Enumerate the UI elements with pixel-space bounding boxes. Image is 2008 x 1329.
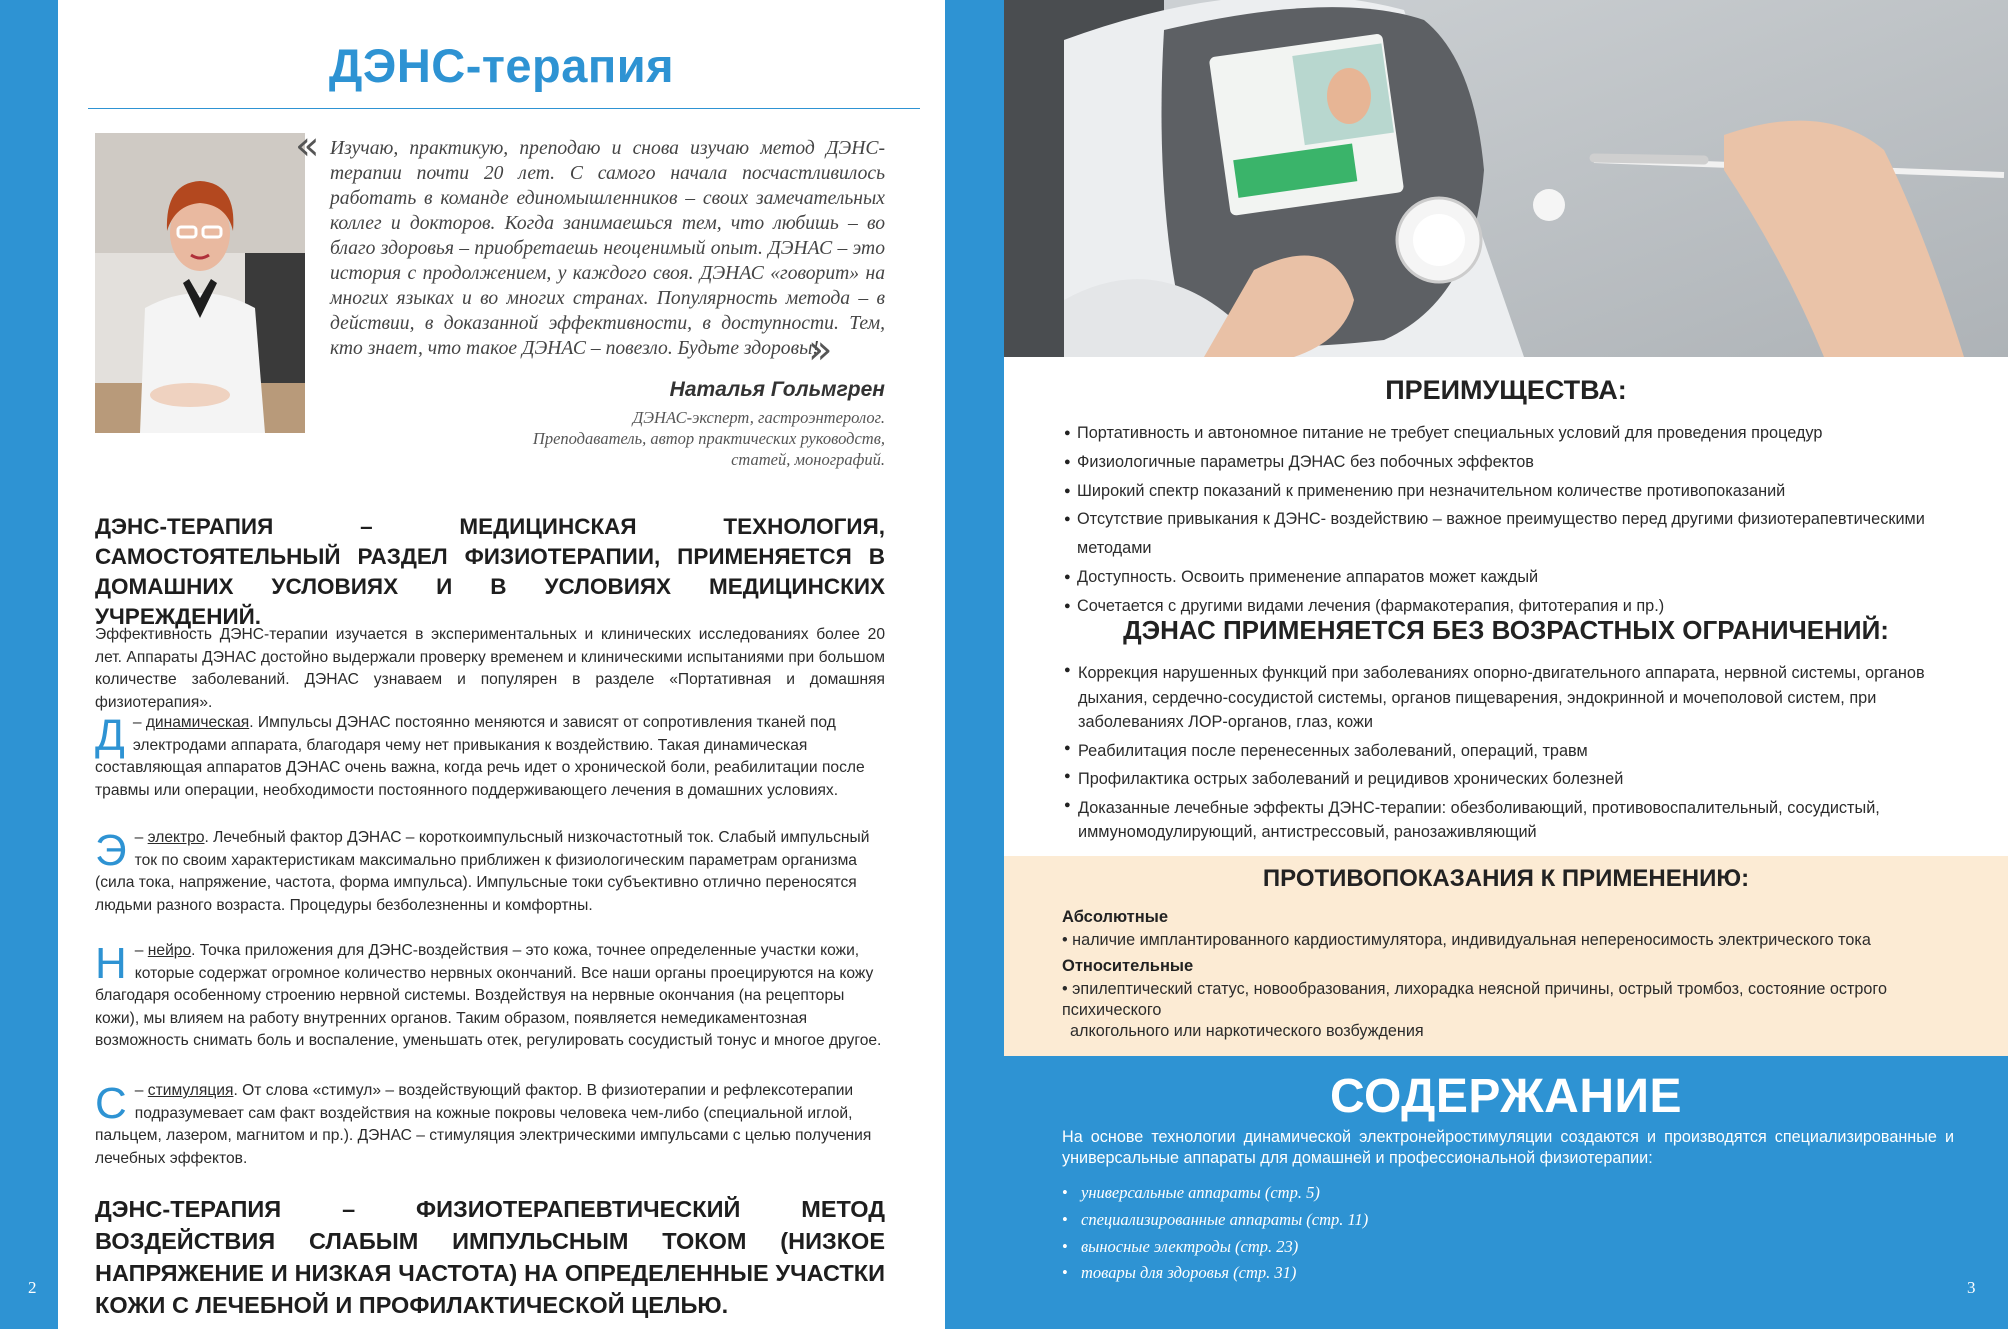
drop-cap: Д	[95, 711, 125, 760]
contraindications-title: ПРОТИВОПОКАЗАНИЯ К ПРИМЕНЕНИЮ:	[1262, 865, 1750, 892]
dash: –	[134, 1082, 148, 1099]
list-item: ● Доступность. Освоить применение аппаратов может каждый	[1064, 563, 1964, 592]
device-photo	[1004, 0, 2008, 357]
keyword: динамическая	[145, 714, 250, 731]
letter-block-s	[95, 1080, 885, 1170]
absolute-label: Абсолютные	[1062, 908, 1168, 926]
contents-list	[1062, 1180, 1954, 1287]
contents-item[interactable]: • универсальные аппараты (стр. 5)	[1062, 1180, 1954, 1207]
relative-label: Относительные	[1062, 957, 1194, 975]
author-name: Наталья Гольмгрен	[669, 378, 885, 401]
list-item: ● Физиологичные параметры ДЭНАС без побочных эффектов	[1064, 448, 1964, 477]
drop-cap: С	[95, 1079, 127, 1128]
list-item: ● Профилактика острых заболеваний и рецидивов хронических болезней	[1064, 767, 1964, 792]
absolute-text: • наличие имплантированного кардиостимулятора, индивидуальная непереносимость электрического тока	[1062, 931, 1871, 949]
list-item: ● Доказанные лечебные эффекты ДЭНС-терапии: обезболивающий, противовоспалительный, сосудистый, иммуномодулирующий, антистрессовый, ранозаживляющий	[1064, 796, 1964, 845]
list-item: ● Сочетается с другими видами лечения (фармакотерапия, фитотерапия и пр.)	[1064, 592, 1964, 621]
left-margin-band	[0, 0, 58, 1329]
page-number-right: 3	[1967, 1278, 1976, 1297]
quote-close-icon: »	[808, 327, 833, 373]
drop-cap: Э	[95, 826, 127, 875]
contents-item[interactable]: • специализированные аппараты (стр. 11)	[1062, 1207, 1954, 1234]
author-role-line: статей, монографий.	[731, 450, 885, 469]
intro-paragraph: Эффективность ДЭНС-терапии изучается в экспериментальных и клинических исследованиях более 20 лет. Аппараты ДЭНАС достойно выдержали проверку временем и клиническими испытаниями при большом количестве заболеваний. ДЭНАС узнаваем и популярен в разделе «Портативная и домашняя физиотерапия».	[95, 626, 885, 711]
advantages-title: ПРЕИМУЩЕСТВА:	[1385, 375, 1627, 405]
author-quote: Изучаю, практикую, преподаю и снова изучаю метод ДЭНС-терапии почти 20 лет. С самого начала посчастливилось работать в команде единомышленников – своих замечательных коллег и докторов. Когда занимаешься тем, что любишь – во благо здоровья – приобретаешь неоценимый опыт. ДЭНАС – это история с продолжением, у каждого своя. ДЭНАС «говорит» на многих языках и во многих странах. Популярность метода – в действии, в доказанной эффективности, в доступности. Тем, кто знает, что такое ДЭНАС – повезло. Будьте здоровы!	[330, 138, 885, 359]
letter-block-d	[95, 712, 885, 802]
author-role	[458, 407, 885, 470]
contents-intro: На основе технологии динамической электронейростимуляции создаются и производятся специализированные и универсальные аппараты для домашней и профессиональной физиотерапии:	[1062, 1128, 1954, 1167]
author-photo-illustration	[95, 133, 305, 433]
dash: –	[134, 829, 148, 846]
right-page	[1004, 0, 2008, 1329]
keyword: стимуляция	[147, 1082, 234, 1099]
title-divider	[88, 108, 920, 109]
center-gutter	[945, 0, 1004, 1329]
list-item: ● Коррекция нарушенных функций при заболеваниях опорно-двигательного аппарата, нервной системы, органов дыхания, сердечно-сосудистой системы, органов пищеварения, эндокринной и мочеполовой систем, при заболеваниях ЛОР-органов, глаз, кожи	[1064, 661, 1964, 735]
letter-text: . Импульсы ДЭНАС постоянно меняются и зависят от сопротивления тканей под электродами аппарата, благодаря чему нет привыкания к воздействию. Такая динамическая составляющая аппаратов ДЭНАС очень важна, когда речь идет о хронической боли, реабилитации после травмы или операции, необходимости постоянного поддерживающего лечения в домашних условиях.	[95, 714, 865, 799]
lead-heading: ДЭНС-ТЕРАПИЯ – МЕДИЦИНСКАЯ ТЕХНОЛОГИЯ, САМОСТОЯТЕЛЬНЫЙ РАЗДЕЛ ФИЗИОТЕРАПИИ, ПРИМЕНЯЕТСЯ В ДОМАШНИХ УСЛОВИЯХ И В УСЛОВИЯХ МЕДИЦИНСКИХ УЧРЕЖДЕНИЙ.	[95, 514, 885, 629]
contraindications-section	[1004, 856, 2008, 1056]
quote-open-icon: «	[295, 123, 320, 169]
author-photo	[95, 133, 305, 433]
advantages-section	[1004, 357, 2008, 856]
letter-text: . Лечебный фактор ДЭНАС – короткоимпульсный низкочастотный ток. Слабый импульсный ток по своим характеристикам максимально приближен к физиологическим параметрам организма (сила тока, напряжение, частота, форма импульса). Импульсные токи субъективно отлично переносятся людьми разного возраста. Процедуры безболезненны и комфортны.	[95, 829, 870, 914]
author-role-line: Преподаватель, автор практических руководств,	[532, 429, 885, 448]
dash: –	[134, 942, 148, 959]
closing-heading: ДЭНС-ТЕРАПИЯ – ФИЗИОТЕРАПЕВТИЧЕСКИЙ МЕТОД ВОЗДЕЙСТВИЯ СЛАБЫМ ИМПУЛЬСНЫМ ТОКОМ (НИЗКОЕ НАПРЯЖЕНИЕ И НИЗКАЯ ЧАСТОТА) НА ОПРЕДЕЛЕННЫЕ УЧАСТКИ КОЖИ С ЛЕЧЕБНОЙ И ПРОФИЛАКТИЧЕСКОЙ ЦЕЛЬЮ.	[95, 1196, 885, 1318]
list-item: ● Широкий спектр показаний к применению при незначительном количестве противопоказаний	[1064, 477, 1964, 506]
age-title: ДЭНАС ПРИМЕНЯЕТСЯ БЕЗ ВОЗРАСТНЫХ ОГРАНИЧЕНИЙ:	[1123, 615, 1889, 645]
relative-text-line: • эпилептический статус, новообразования, лихорадка неясной причины, острый тромбоз, состояние острого психического	[1062, 980, 1887, 1019]
left-page	[58, 0, 945, 1329]
advantages-list	[1064, 419, 1964, 621]
letter-text: . Точка приложения для ДЭНС-воздействия – это кожа, точнее определенные участки кожи, которые содержат огромное количество нервных окончаний. Все наши органы проецируются на кожу благодаря особенному строению нервной системы. Воздействуя на нервные окончания (на рецепторы кожи), мы влияем на работу внутренних органов. Таким образом, появляется немедикаментозная возможность снимать боль и воспаление, уменьшать отек, регулировать сосудистый тонус и многое другое.	[95, 942, 882, 1049]
drop-cap: Н	[95, 939, 127, 988]
author-role-line: ДЭНАС-эксперт, гастроэнтеролог.	[632, 408, 885, 427]
age-list	[1064, 661, 1964, 849]
page-title: ДЭНС-терапия	[328, 39, 675, 92]
device-illustration	[1004, 0, 2008, 357]
list-item: ● Реабилитация после перенесенных заболеваний, операций, травм	[1064, 739, 1964, 764]
keyword: электро	[147, 829, 205, 846]
keyword: нейро	[147, 942, 192, 959]
dash: –	[132, 714, 146, 731]
contents-title: СОДЕРЖАНИЕ	[1330, 1070, 1682, 1123]
list-item: ● Портативность и автономное питание не требует специальных условий для проведения процедур	[1064, 419, 1964, 448]
contents-item[interactable]: • товары для здоровья (стр. 31)	[1062, 1260, 1954, 1287]
letter-block-n	[95, 940, 885, 1053]
relative-text	[1062, 979, 1962, 1042]
contents-item[interactable]: • выносные электроды (стр. 23)	[1062, 1234, 1954, 1261]
letter-text: . От слова «стимул» – воздействующий фактор. В физиотерапии и рефлексотерапии подразумевает сам факт воздействия на кожные покровы человека чем-либо (специальной иглой, пальцем, лазером, магнитом и пр.). ДЭНАС – стимуляция электрическими импульсами с целью получения лечебных эффектов.	[95, 1082, 872, 1167]
letter-block-e	[95, 827, 885, 917]
relative-text-line: алкогольного или наркотического возбуждения	[1070, 1022, 1424, 1040]
list-item: ● Отсутствие привыкания к ДЭНС- воздействию – важное преимущество перед другими физиотерапевтическими методами	[1064, 505, 1964, 563]
page-number-left: 2	[28, 1278, 37, 1297]
